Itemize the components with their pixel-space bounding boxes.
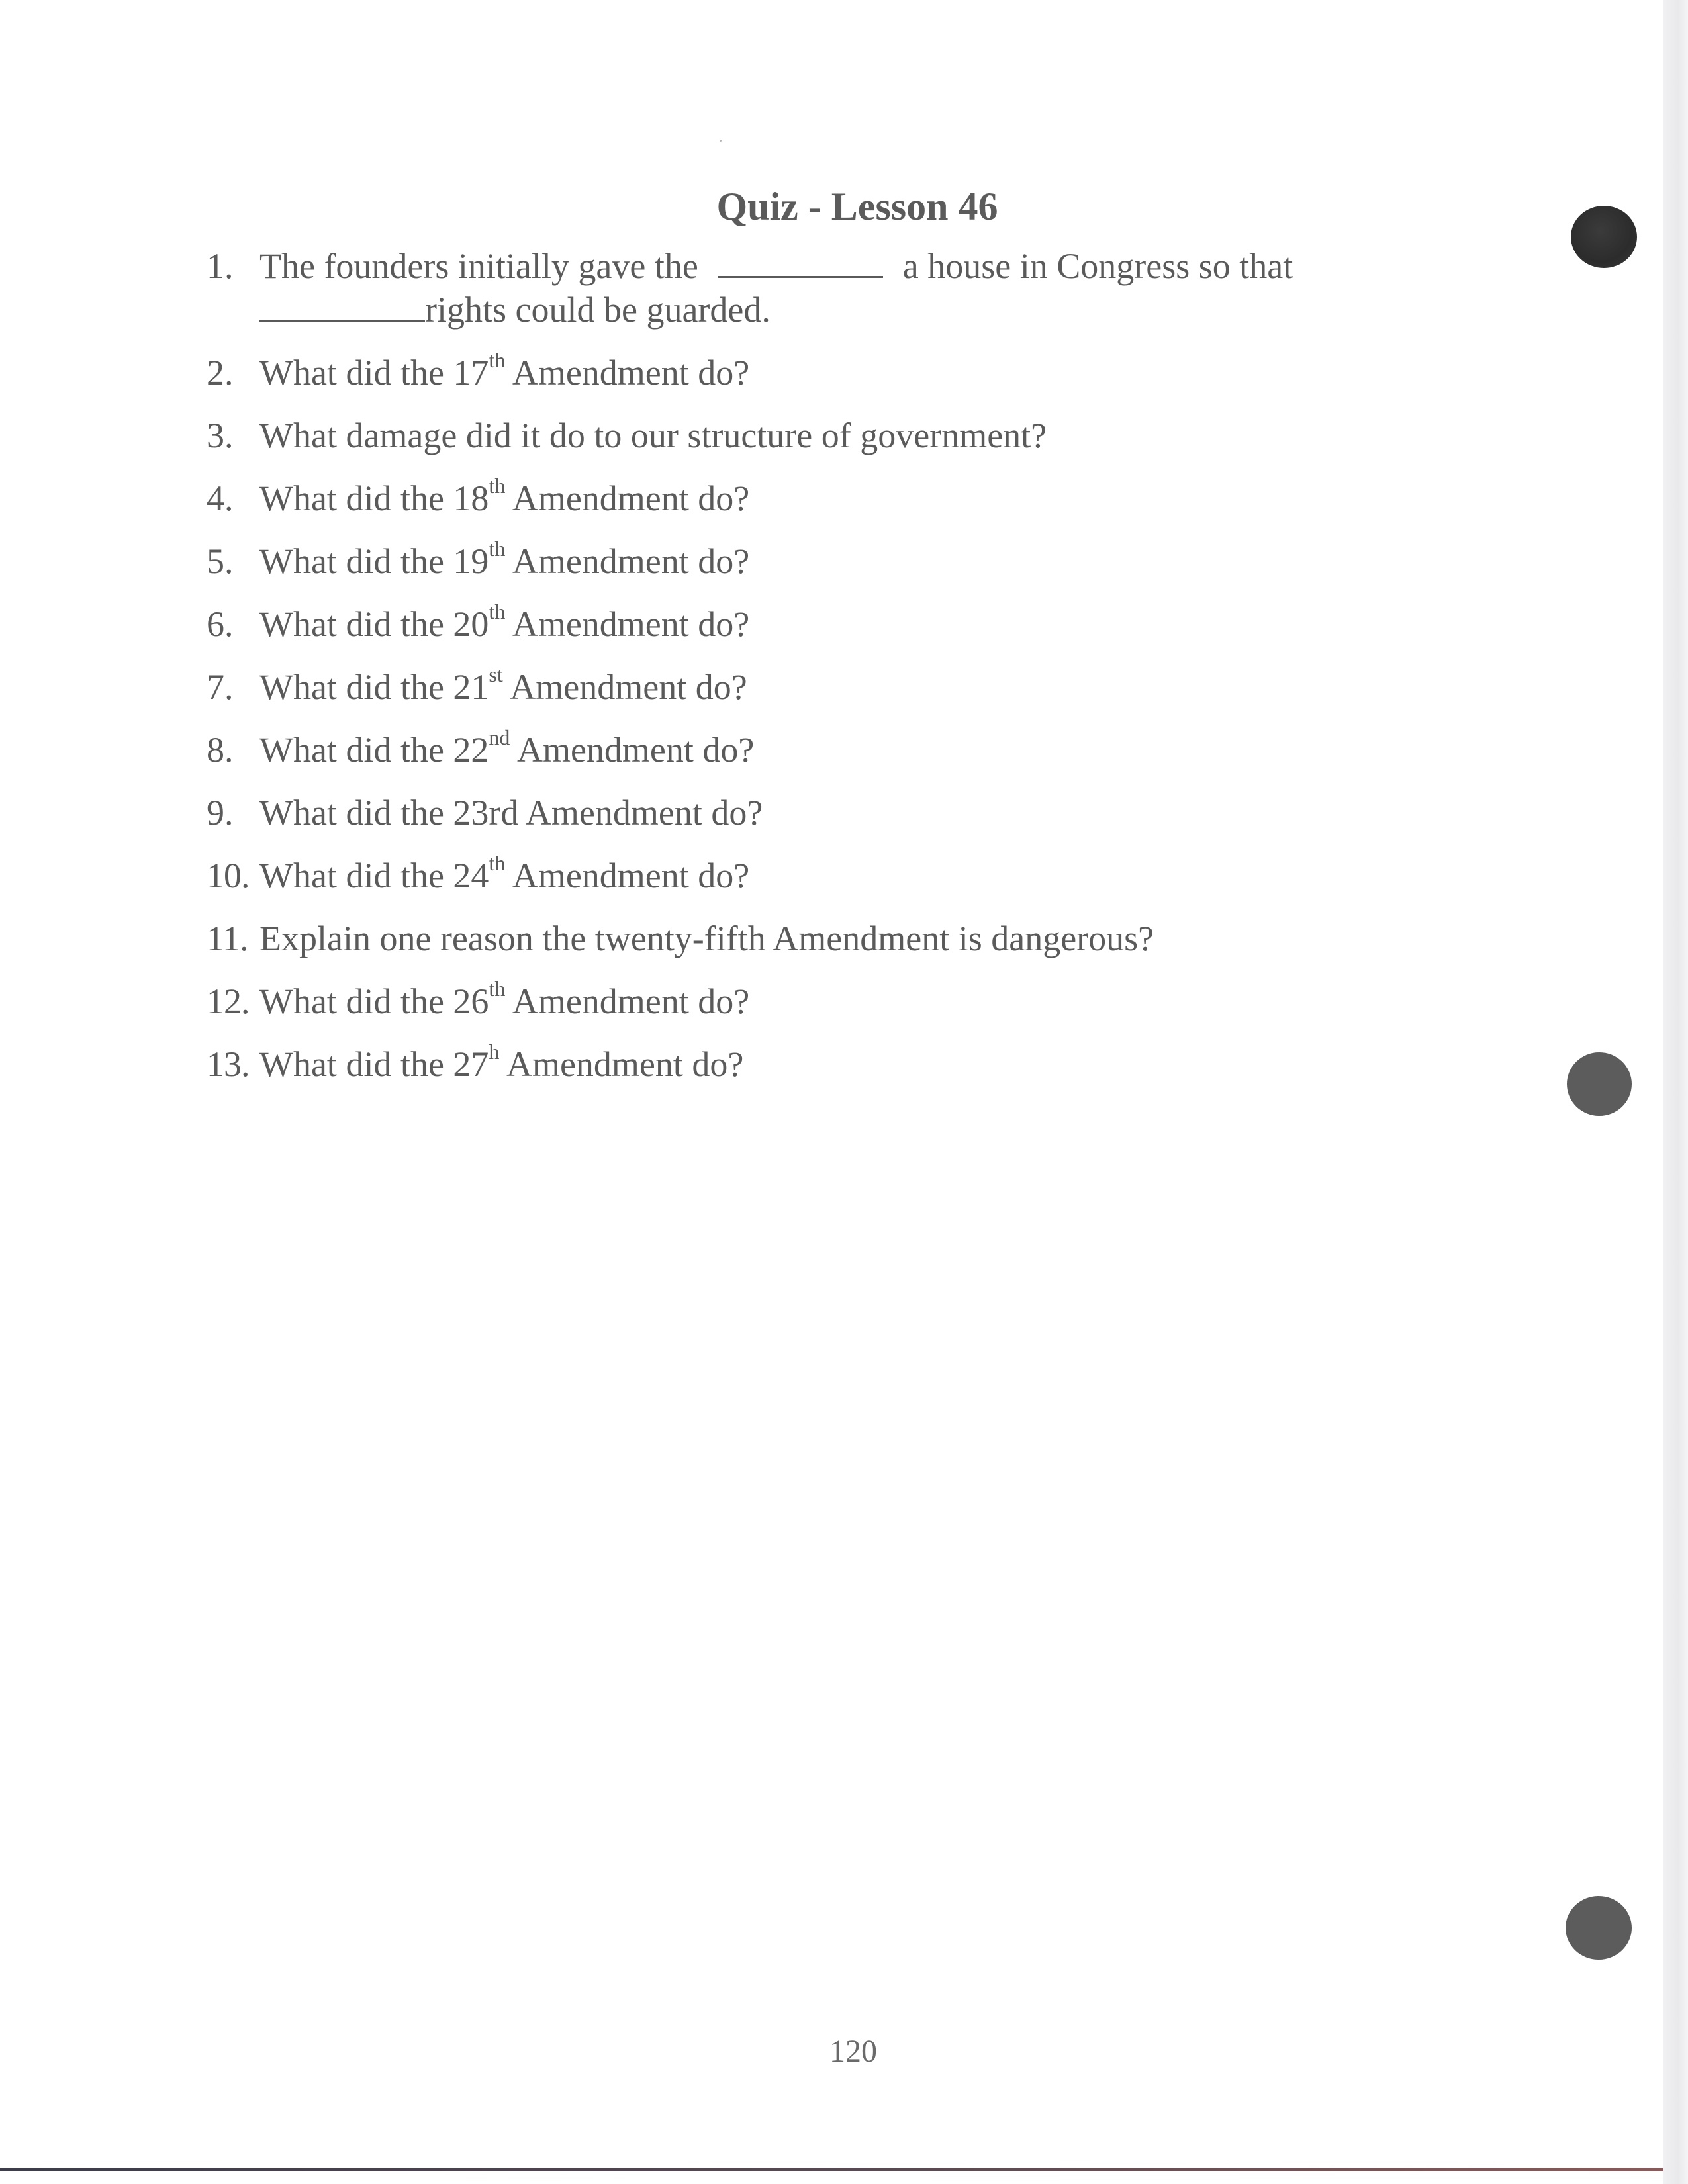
question-text-end: Amendment do? bbox=[505, 856, 750, 895]
question-number: 2. bbox=[207, 353, 234, 392]
ordinal-suffix: nd bbox=[489, 725, 510, 749]
question-text-middle: a house in Congress so that bbox=[902, 246, 1293, 286]
question-text-end: Amendment do? bbox=[502, 667, 747, 707]
question-2 bbox=[207, 350, 1464, 395]
question-text: What did the 20 bbox=[259, 604, 489, 644]
page-title bbox=[0, 184, 1688, 230]
question-number: 1. bbox=[207, 246, 234, 286]
ordinal-suffix: th bbox=[489, 977, 506, 1001]
question-text: What did the 26 bbox=[259, 981, 489, 1021]
question-text: What did the 23rd Amendment do? bbox=[259, 793, 763, 833]
question-text: What did the 22 bbox=[259, 730, 489, 770]
question-text-end: Amendment do? bbox=[510, 730, 755, 770]
question-11 bbox=[207, 916, 1464, 961]
question-text: What did the 21 bbox=[259, 667, 489, 707]
ordinal-suffix: st bbox=[489, 662, 503, 686]
question-number: 10. bbox=[207, 856, 250, 895]
question-number: 6. bbox=[207, 604, 234, 644]
page-title-text: Quiz - Lesson 46 bbox=[716, 185, 998, 228]
question-8 bbox=[207, 727, 1464, 772]
question-number: 11. bbox=[207, 919, 248, 958]
ordinal-suffix: th bbox=[489, 348, 506, 372]
ordinal-suffix: th bbox=[489, 537, 506, 561]
question-text-end: Amendment do? bbox=[505, 478, 750, 518]
question-line-2 bbox=[259, 287, 1464, 332]
page-number-text: 120 bbox=[829, 2034, 877, 2069]
question-5 bbox=[207, 539, 1464, 584]
question-list bbox=[207, 244, 1464, 1105]
question-text: What did the 27 bbox=[259, 1044, 489, 1084]
question-text-end: Amendment do? bbox=[505, 353, 750, 392]
question-4 bbox=[207, 476, 1464, 521]
question-text: What did the 24 bbox=[259, 856, 489, 895]
question-text: What did the 19 bbox=[259, 541, 489, 581]
punch-hole-middle bbox=[1567, 1052, 1632, 1116]
ordinal-suffix: th bbox=[489, 600, 506, 623]
question-number: 9. bbox=[207, 793, 234, 833]
answer-blank-2[interactable] bbox=[259, 289, 425, 322]
question-text-start: The founders initially gave the bbox=[259, 246, 698, 286]
scan-speck bbox=[720, 140, 722, 142]
question-number: 12. bbox=[207, 981, 250, 1021]
answer-blank-1[interactable] bbox=[718, 246, 883, 278]
question-10 bbox=[207, 853, 1464, 898]
question-text: What did the 17 bbox=[259, 353, 489, 392]
question-6 bbox=[207, 602, 1464, 647]
question-text: What did the 18 bbox=[259, 478, 489, 518]
question-text-end: rights could be guarded. bbox=[425, 290, 771, 330]
question-9 bbox=[207, 790, 1464, 835]
question-text-end: Amendment do? bbox=[499, 1044, 744, 1084]
question-12 bbox=[207, 979, 1464, 1024]
page-number bbox=[0, 2033, 1688, 2070]
question-number: 7. bbox=[207, 667, 234, 707]
question-text: What damage did it do to our structure of government? bbox=[259, 416, 1047, 455]
question-text-end: Amendment do? bbox=[505, 604, 750, 644]
punch-hole-bottom bbox=[1566, 1896, 1632, 1960]
question-number: 13. bbox=[207, 1044, 250, 1084]
question-text: Explain one reason the twenty-fifth Amendment is dangerous? bbox=[259, 919, 1154, 958]
question-text-end: Amendment do? bbox=[505, 541, 750, 581]
ordinal-suffix: th bbox=[489, 474, 506, 498]
question-13 bbox=[207, 1042, 1464, 1087]
question-7 bbox=[207, 664, 1464, 709]
question-3 bbox=[207, 413, 1464, 458]
question-number: 5. bbox=[207, 541, 234, 581]
question-1 bbox=[207, 244, 1464, 332]
bottom-border bbox=[0, 2168, 1663, 2171]
question-number: 3. bbox=[207, 416, 234, 455]
question-number: 8. bbox=[207, 730, 234, 770]
ordinal-suffix: h bbox=[489, 1040, 500, 1064]
ordinal-suffix: th bbox=[489, 851, 506, 875]
question-text-end: Amendment do? bbox=[505, 981, 750, 1021]
page-edge-shadow bbox=[1663, 0, 1688, 2184]
question-number: 4. bbox=[207, 478, 234, 518]
